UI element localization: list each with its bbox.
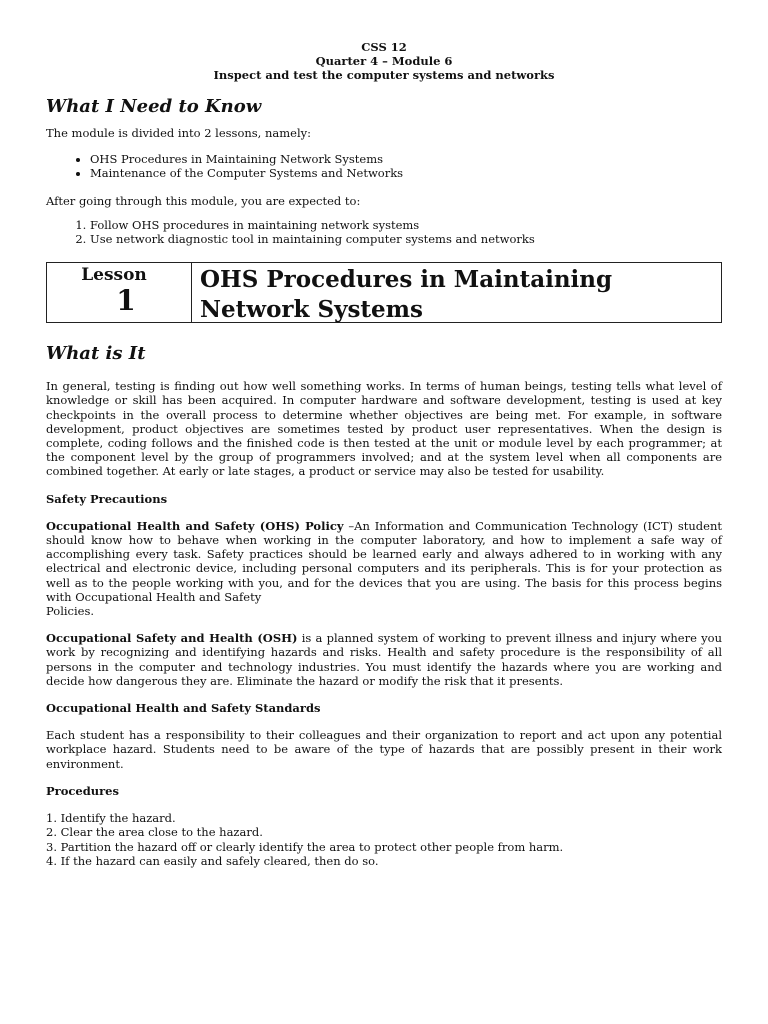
objectives-list	[46, 218, 722, 246]
lesson-title	[192, 263, 620, 322]
list-item: 4. If the hazard can easily and safely cleared, then do so.	[46, 853, 379, 868]
lesson-number: 1	[116, 284, 136, 318]
lesson-title-box	[46, 262, 722, 323]
ohs-policy-term: Occupational Health and Safety (OHS) Policy	[46, 518, 344, 533]
procedures-list	[46, 811, 722, 868]
list-item: 1. Identify the hazard.	[46, 811, 176, 826]
procedures-heading: Procedures	[46, 783, 119, 798]
safety-precautions-heading: Safety Precautions	[46, 491, 168, 506]
list-item: 2. Clear the area close to the hazard.	[46, 825, 263, 840]
list-item: 1. Follow OHS procedures in maintaining network systems	[90, 218, 722, 232]
list-item: • OHS Procedures in Maintaining Network Systems	[90, 152, 722, 166]
lesson-title-line2: Network Systems	[200, 296, 423, 324]
ohs-policy-tail: Policies.	[46, 604, 95, 619]
expectations-intro: After going through this module, you are expected to:	[46, 193, 361, 208]
osh-term: Occupational Safety and Health (OSH)	[46, 631, 298, 646]
lessons-intro: The module is divided into 2 lessons, namely:	[46, 126, 312, 140]
ohs-standards-paragraph: Each student has a responsibility to their colleagues and their organization to report and act upon any potential workplace hazard. Students need to be aware of the type of hazards that are possibly present in their work environment.	[46, 728, 722, 771]
document-page	[46, 40, 722, 868]
what-i-need-to-know-heading: What I Need to Know	[46, 96, 262, 117]
header-module-title: Inspect and test the computer systems and networks	[213, 68, 555, 82]
ohs-policy-paragraph: Occupational Health and Safety (OHS) Policy –An Information and Communication Technology (ICT) student should know how to behave when working in the computer laboratory, and how to implement a safe way of accomplishing every task. Safety practices should be learned early and always adhered to in working with any electrical and electronic device, including personal computers and its peripherals. This is for your protection as well as to the people working with you, and for the devices that you are using. The basis for this process begins with Occupational Health and Safety	[46, 518, 722, 604]
header-course: CSS 12	[361, 40, 407, 54]
module-header	[46, 40, 722, 82]
lesson-bullet-list	[46, 152, 722, 180]
lesson-title-line1: OHS Procedures in Maintaining	[200, 266, 613, 294]
header-quarter: Quarter 4 – Module 6	[315, 54, 453, 68]
list-item: 3. Partition the hazard off or clearly identify the area to protect other people from harm.	[46, 839, 564, 854]
list-item: 2. Use network diagnostic tool in maintaining computer systems and networks	[90, 232, 722, 246]
what-is-it-heading: What is It	[46, 343, 146, 365]
lesson-label: Lesson	[81, 265, 147, 286]
lesson-number-cell	[47, 263, 192, 322]
testing-paragraph: In general, testing is finding out how well something works. In terms of human beings, testing tells what level of knowledge or skill has been acquired. In computer hardware and software development, testing is used at key checkpoints in the overall process to determine whether objectives are being met. For example, in software development, product objectives are sometimes tested by product user representatives. When the design is complete, coding follows and the finished code is then tested at the unit or module level by each programmer; at the component level by the group of programmers involved; and at the system level when all components are combined together. At early or late stages, a product or service may also be tested for usability.	[46, 379, 722, 479]
osh-paragraph: Occupational Safety and Health (OSH) is a planned system of working to prevent illness and injury where you work by recognizing and identifying hazards and risks. Health and safety procedure is the responsibility of all persons in the computer and technology industries. You must identify the hazards where you are working and decide how dangerous they are. Eliminate the hazard or modify the risk that it presents.	[46, 631, 722, 688]
list-item: • Maintenance of the Computer Systems and Networks	[90, 166, 722, 180]
ohs-standards-heading: Occupational Health and Safety Standards	[46, 701, 321, 716]
